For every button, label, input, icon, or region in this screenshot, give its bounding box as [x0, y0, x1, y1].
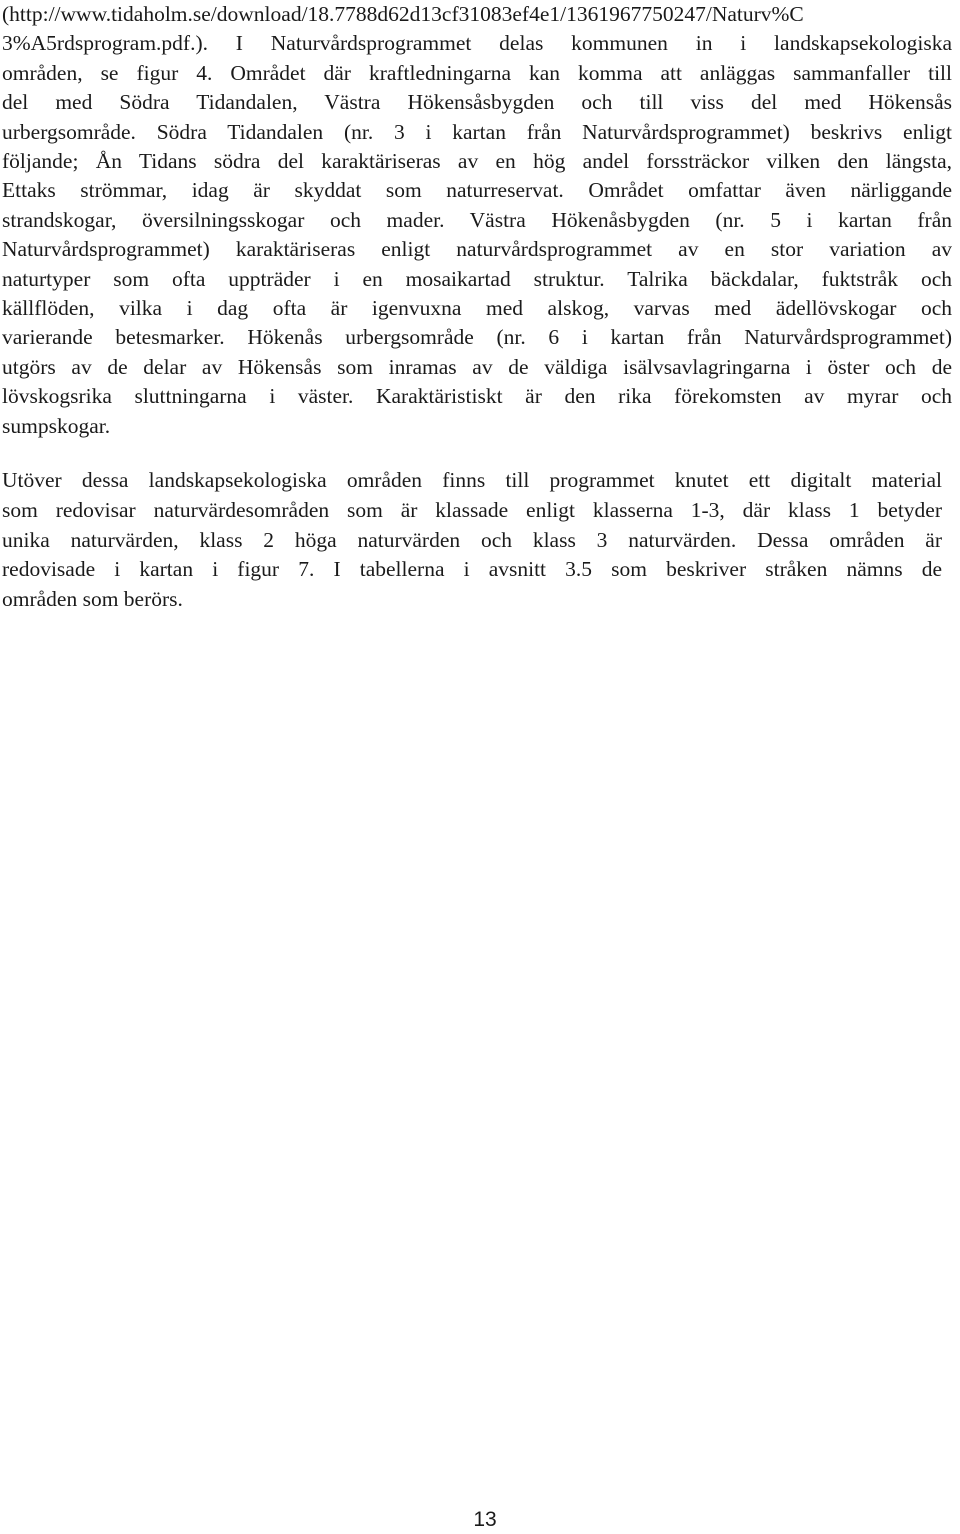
- paragraph-naturvardsprogram: [2, 0, 952, 441]
- page-number: [0, 1508, 960, 1532]
- text-line: strandskogar, översilningsskogar och mader. Västra Hökenåsbygden (nr. 5 i kartan från: [2, 207, 952, 232]
- text-line: områden som berörs.: [2, 587, 183, 612]
- page-number-label: 13: [473, 1508, 497, 1531]
- text-line: del med Södra Tidandalen, Västra Hökensåsbygden och till viss del med Hökensås: [2, 90, 952, 115]
- text-line: lövskogsrika sluttningarna i väster. Karaktäristiskt är den rika förekomsten av myrar och: [2, 384, 952, 409]
- text-line: följande; Ån Tidans södra del karaktäriseras av en hög andel forssträckor vilken den längsta,: [2, 149, 952, 174]
- text-line: Utöver dessa landskapsekologiska områden finns till programmet knutet ett digitalt material: [2, 468, 942, 492]
- text-line: som redovisar naturvärdesområden som är klassade enligt klasserna 1-3, där klass 1 betyder: [2, 497, 942, 522]
- text-line: unika naturvärden, klass 2 höga naturvärden och klass 3 naturvärden. Dessa områden är: [2, 527, 942, 552]
- text-line: urbergsområde. Södra Tidandalen (nr. 3 i kartan från Naturvårdsprogrammet) beskrivs enligt: [2, 119, 952, 144]
- text-line: varierande betesmarker. Hökenås urbergsområde (nr. 6 i kartan från Naturvårdsprogrammet): [2, 325, 952, 350]
- text-line: Ettaks strömmar, idag är skyddat som naturreservat. Området omfattar även närliggande: [2, 178, 952, 203]
- text-line: områden, se figur 4. Området där kraftledningarna kan komma att anläggas sammanfaller till: [2, 60, 952, 85]
- text-line: redovisade i kartan i figur 7. I tabellerna i avsnitt 3.5 som beskriver stråken nämns de: [2, 557, 942, 582]
- text-line: källflöden, vilka i dag ofta är igenvuxna med alskog, varvas med ädellövskogar och: [2, 296, 952, 321]
- text-line: sumpskogar.: [2, 413, 111, 438]
- text-line: Naturvårdsprogrammet) karaktäriseras enligt naturvårdsprogrammet av en stor variation av: [2, 237, 952, 262]
- paragraph-naturvardesomraden: [2, 466, 942, 615]
- text-line: (http://www.tidaholm.se/download/18.7788d62d13cf31083ef4e1/1361967750247/Naturv%C: [2, 2, 804, 26]
- text-line: naturtyper som ofta uppträder i en mosaikartad struktur. Talrika bäckdalar, fuktstråk och: [2, 266, 952, 291]
- text-line: 3%A5rdsprogram.pdf.). I Naturvårdsprogrammet delas kommunen in i landskapsekologiska: [2, 31, 952, 56]
- text-line: utgörs av de delar av Hökensås som inramas av de väldiga isälvsavlagringarna i öster och de: [2, 354, 952, 379]
